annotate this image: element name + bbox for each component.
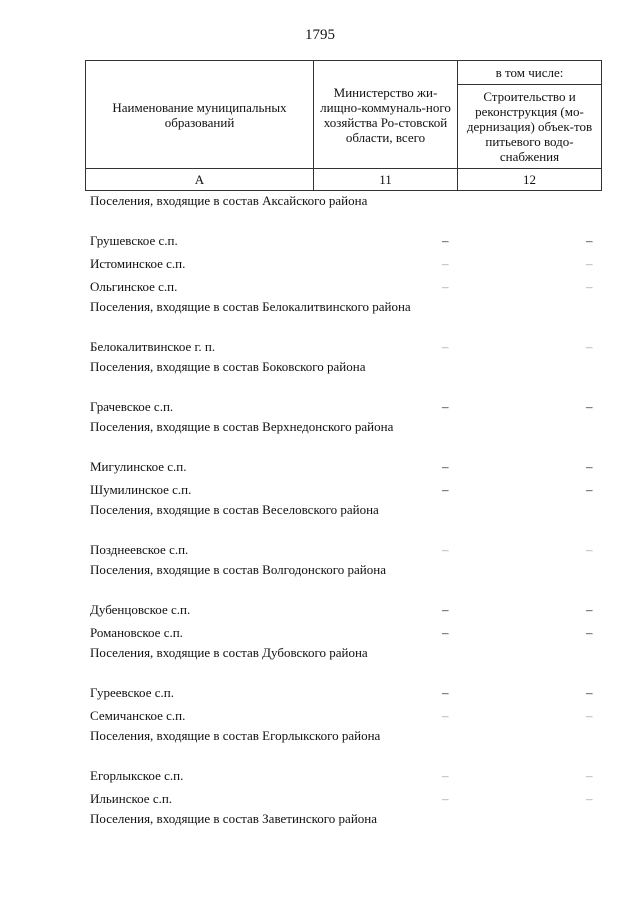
table-row <box>90 788 600 811</box>
table-header <box>85 60 602 191</box>
value-col-11: – <box>442 708 449 723</box>
settlement-name: Егорлыкское с.п. <box>90 768 184 783</box>
settlement-name: Ильинское с.п. <box>90 791 173 806</box>
group-heading-row <box>90 359 600 396</box>
value-col-12: – <box>586 768 593 783</box>
table-row <box>90 622 600 645</box>
settlement-name: Шумилинское с.п. <box>90 482 192 497</box>
group-heading: Поселения, входящие в состав Верхнедонского района <box>90 419 394 434</box>
value-col-12: – <box>586 685 593 700</box>
value-col-11: – <box>442 399 449 414</box>
group-heading: Поселения, входящие в состав Аксайского района <box>90 193 368 208</box>
group-heading-row <box>90 562 600 599</box>
index-col-11: 11 <box>314 169 458 191</box>
group-heading: Поселения, входящие в состав Боковского района <box>90 359 366 374</box>
table-body <box>90 193 600 848</box>
value-col-12: – <box>586 256 593 271</box>
settlement-name: Грушевское с.п. <box>90 233 178 248</box>
group-heading: Поселения, входящие в состав Веселовского района <box>90 502 379 517</box>
settlement-name: Грачевское с.п. <box>90 399 174 414</box>
table-row <box>90 539 600 562</box>
value-col-11: – <box>442 256 449 271</box>
index-col-a: А <box>86 169 314 191</box>
settlement-name: Дубенцовское с.п. <box>90 602 191 617</box>
value-col-12: – <box>586 399 593 414</box>
table-row <box>90 765 600 788</box>
value-col-12: – <box>586 542 593 557</box>
value-col-12: – <box>586 625 593 640</box>
group-heading-row <box>90 193 600 230</box>
header-col-12: Строительство и реконструкция (мо-дернизация) объек-тов питьевого водо-снабжения <box>458 85 602 169</box>
table-row <box>90 682 600 705</box>
group-heading-row <box>90 811 600 848</box>
group-heading-row <box>90 419 600 456</box>
settlement-name: Мигулинское с.п. <box>90 459 187 474</box>
value-col-12: – <box>586 708 593 723</box>
group-heading: Поселения, входящие в состав Волгодонского района <box>90 562 386 577</box>
value-col-11: – <box>442 685 449 700</box>
value-col-12: – <box>586 791 593 806</box>
value-col-11: – <box>442 233 449 248</box>
table-row <box>90 253 600 276</box>
table-row <box>90 705 600 728</box>
group-heading-row <box>90 645 600 682</box>
value-col-12: – <box>586 459 593 474</box>
settlement-name: Романовское с.п. <box>90 625 183 640</box>
value-col-11: – <box>442 459 449 474</box>
header-group: в том числе: <box>458 61 602 85</box>
value-col-12: – <box>586 339 593 354</box>
table-row <box>90 336 600 359</box>
value-col-11: – <box>442 602 449 617</box>
value-col-12: – <box>586 602 593 617</box>
settlement-name: Гуреевское с.п. <box>90 685 174 700</box>
value-col-11: – <box>442 279 449 294</box>
value-col-11: – <box>442 339 449 354</box>
table-row <box>90 479 600 502</box>
header-col-11: Министерство жи-лищно-коммуналь-ного хозяйства Ро-стовской области, всего <box>314 61 458 169</box>
index-col-12: 12 <box>458 169 602 191</box>
table-row <box>90 230 600 253</box>
value-col-11: – <box>442 482 449 497</box>
group-heading-row <box>90 728 600 765</box>
group-heading-row <box>90 299 600 336</box>
table-row <box>90 276 600 299</box>
settlement-name: Позднеевское с.п. <box>90 542 189 557</box>
settlement-name: Белокалитвинское г. п. <box>90 339 216 354</box>
value-col-12: – <box>586 233 593 248</box>
value-col-11: – <box>442 791 449 806</box>
table-row <box>90 396 600 419</box>
value-col-12: – <box>586 279 593 294</box>
group-heading: Поселения, входящие в состав Белокалитвинского района <box>90 299 411 314</box>
settlement-name: Ольгинское с.п. <box>90 279 178 294</box>
settlement-name: Истоминское с.п. <box>90 256 186 271</box>
table-row <box>90 456 600 479</box>
group-heading: Поселения, входящие в состав Заветинского района <box>90 811 378 826</box>
page-number: 1795 <box>305 27 335 43</box>
group-heading-row <box>90 502 600 539</box>
value-col-11: – <box>442 768 449 783</box>
header-col-name: Наименование муниципальных образований <box>86 61 314 169</box>
value-col-12: – <box>586 482 593 497</box>
settlement-name: Семичанское с.п. <box>90 708 186 723</box>
table-row <box>90 599 600 622</box>
group-heading: Поселения, входящие в состав Егорлыкского района <box>90 728 381 743</box>
group-heading: Поселения, входящие в состав Дубовского района <box>90 645 368 660</box>
value-col-11: – <box>442 625 449 640</box>
value-col-11: – <box>442 542 449 557</box>
